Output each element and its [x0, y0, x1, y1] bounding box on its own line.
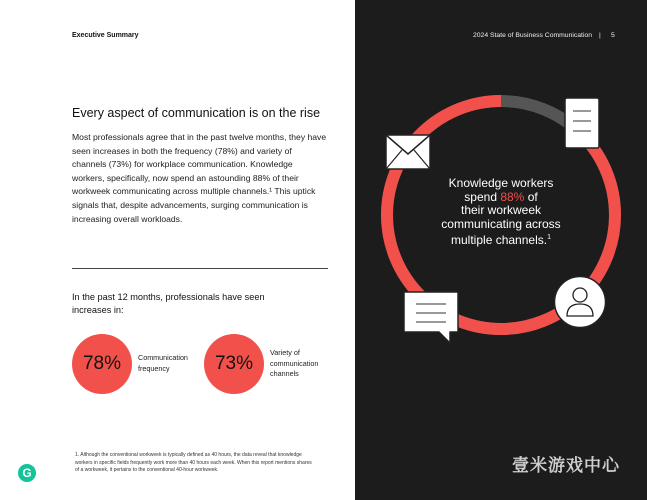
headline: Every aspect of communication is on the rise: [72, 106, 321, 120]
stat-label-line: channels: [270, 369, 299, 378]
highlight-text: multiple channels.: [451, 233, 548, 247]
stat-label-variety: [270, 348, 318, 380]
grammarly-logo: G: [18, 464, 36, 482]
page-number: 5: [611, 32, 615, 39]
highlight-text: of: [524, 189, 538, 204]
stat-label-line: Communication: [138, 353, 188, 362]
highlight-line: their workweek: [460, 203, 542, 217]
stat-circle-frequency: 78%: [72, 334, 132, 394]
highlight-text: spend: [464, 189, 501, 204]
highlight-percent: 88%: [500, 189, 525, 204]
document-icon: [564, 97, 600, 149]
highlight-statement: [425, 177, 577, 248]
highlight-line: communicating across: [441, 216, 561, 231]
highlight-line: Knowledge workers: [448, 176, 554, 190]
page-separator: |: [599, 32, 601, 39]
footnote-marker: 1: [547, 234, 551, 241]
highlight-line: [425, 231, 577, 248]
body-paragraph: Most professionals agree that in the past twelve months, they have seen increases in both the frequency (78%) and variety of channels (73%) for workplace communication. Knowledge workers, specifically, now spend an astounding 88% of their workweek communicating across multiple channels.¹ This uptick signals that, despite advancements, surging communication is increasing overall workloads.: [72, 132, 327, 224]
envelope-icon: [385, 134, 431, 170]
divider: [72, 268, 328, 269]
watermark: 壹米游戏中心: [512, 456, 620, 475]
stats-intro: In the past 12 months, professionals have seen increases in:: [72, 292, 265, 315]
report-title: 2024 State of Business Communication: [473, 32, 593, 39]
stat-label-frequency: [138, 353, 188, 374]
user-avatar-icon: [553, 275, 607, 329]
footnote: 1. Although the conventional workweek is typically defined as 40 hours, the data reveal that knowledge workers in specific fields frequently work more than 40 hours each week. When this report mentions shares of a workweek, it pertains to the conventional 40-hour workweek.: [75, 452, 312, 473]
stat-circle-variety: 73%: [204, 334, 264, 394]
chat-bubble-icon: [402, 290, 460, 345]
highlight-ring-graphic: [355, 0, 647, 500]
section-label: Executive Summary: [72, 32, 139, 39]
stat-label-line: communication: [270, 358, 319, 368]
highlight-line: [425, 191, 577, 205]
stat-label-line: frequency: [138, 363, 170, 373]
stat-label-line: Variety of: [270, 348, 300, 357]
